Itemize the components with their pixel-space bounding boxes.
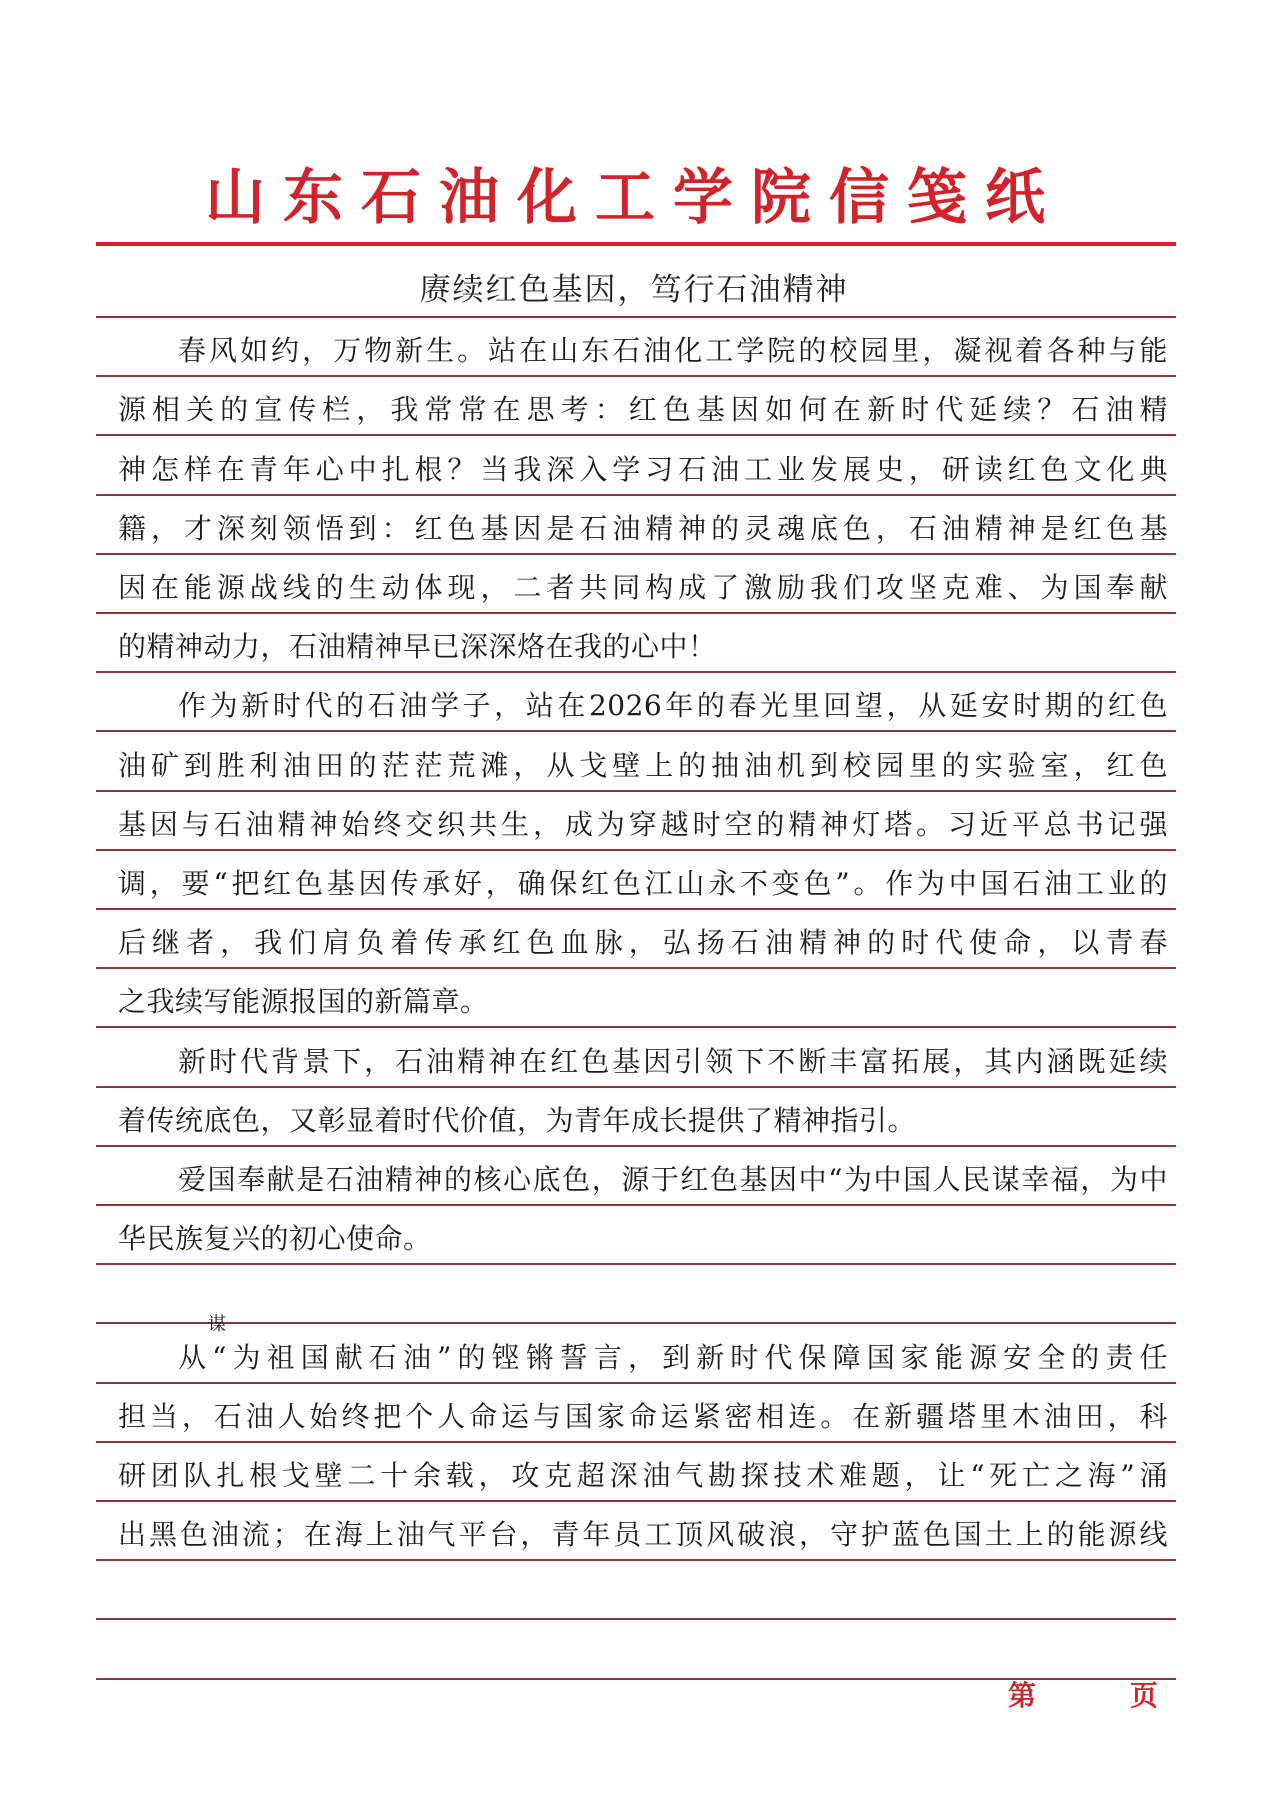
essay-line: 作为新时代的石油学子，站在2026年的春光里回望，从延安时期的红色 [178,689,1168,722]
ruled-line [96,494,1176,496]
essay-line: 担当，石油人始终把个人命运与国家命运紧密相连。在新疆塔里木油田，科 [118,1400,1168,1433]
essay-line: 的精神动力，石油精神早已深深烙在我的心中！ [118,630,717,663]
ruled-line [96,967,1176,969]
ruled-line [96,1204,1176,1206]
letterhead-title: 山东石油化工学院信笺纸 [205,163,1063,233]
ruled-line [96,671,1176,673]
ruled-line [96,790,1176,792]
ruled-line [96,1026,1176,1028]
ruled-line [96,1618,1176,1620]
ruled-line [96,375,1176,377]
essay-line: 籍，才深刻领悟到：红色基因是石油精神的灵魂底色，石油精神是红色基 [118,512,1168,545]
ruled-line [96,434,1176,436]
ruled-line [96,1263,1176,1265]
ruled-line [96,1382,1176,1384]
ruled-line [96,1322,1176,1324]
letterhead-red-rule [96,242,1176,246]
essay-line: 神怎样在青年心中扎根？当我深入学习石油工业发展史，研读红色文化典 [118,453,1168,486]
essay-line: 之我续写能源报国的新篇章。 [118,985,489,1018]
ruled-line [96,1559,1176,1561]
ruled-line [96,316,1176,318]
essay-line: 油矿到胜利油田的茫茫荒滩，从戈壁上的抽油机到校园里的实验室，红色 [118,749,1168,782]
essay-line: 出黑色油流；在海上油气平台，青年员工顶风破浪，守护蓝色国土上的能源线 [118,1518,1168,1551]
ruled-line [96,908,1176,910]
page-label-ye: 页 [1130,1679,1159,1712]
essay-line: 着传统底色，又彰显着时代价值，为青年成长提供了精神指引。 [118,1104,917,1137]
essay-line: 春风如约，万物新生。站在山东石油化工学院的校园里，凝视着各种与能 [178,334,1168,367]
ruled-line [96,1145,1176,1147]
ruled-line [96,1500,1176,1502]
inserted-character-note: 谋 [208,1314,226,1335]
essay-line: 研团队扎根戈壁二十余载，攻克超深油气勘探技术难题，让“死亡之海”涌 [118,1459,1168,1492]
ruled-line [96,1086,1176,1088]
essay-line: 爱国奉献是石油精神的核心底色，源于红色基因中“为中国人民谋幸福，为中 [178,1163,1168,1196]
essay-line: 基因与石油精神始终交织共生，成为穿越时空的精神灯塔。习近平总书记强 [118,808,1168,841]
essay-title: 赓续红色基因，笃行石油精神 [419,272,849,308]
ruled-line [96,612,1176,614]
page-label-di: 第 [1008,1679,1037,1712]
ruled-line [96,849,1176,851]
essay-line: 从“为祖国献石油”的铿锵誓言，到新时代保障国家能源安全的责任 [178,1341,1168,1374]
essay-line: 因在能源战线的生动体现，二者共同构成了激励我们攻坚克难、为国奉献 [118,571,1168,604]
essay-line: 华民族复兴的初心使命。 [118,1222,432,1255]
essay-line [118,1278,1168,1318]
essay-line: 调，要“把红色基因传承好，确保红色江山永不变色”。作为中国石油工业的 [118,867,1168,900]
ruled-line [96,1441,1176,1443]
essay-line: 源相关的宣传栏，我常常在思考：红色基因如何在新时代延续？石油精 [118,393,1168,426]
ruled-line [96,553,1176,555]
ruled-line [96,730,1176,732]
essay-line: 后继者，我们肩负着传承红色血脉，弘扬石油精神的时代使命，以青春 [118,926,1168,959]
essay-line: 新时代背景下，石油精神在红色基因引领下不断丰富拓展，其内涵既延续 [178,1045,1168,1078]
